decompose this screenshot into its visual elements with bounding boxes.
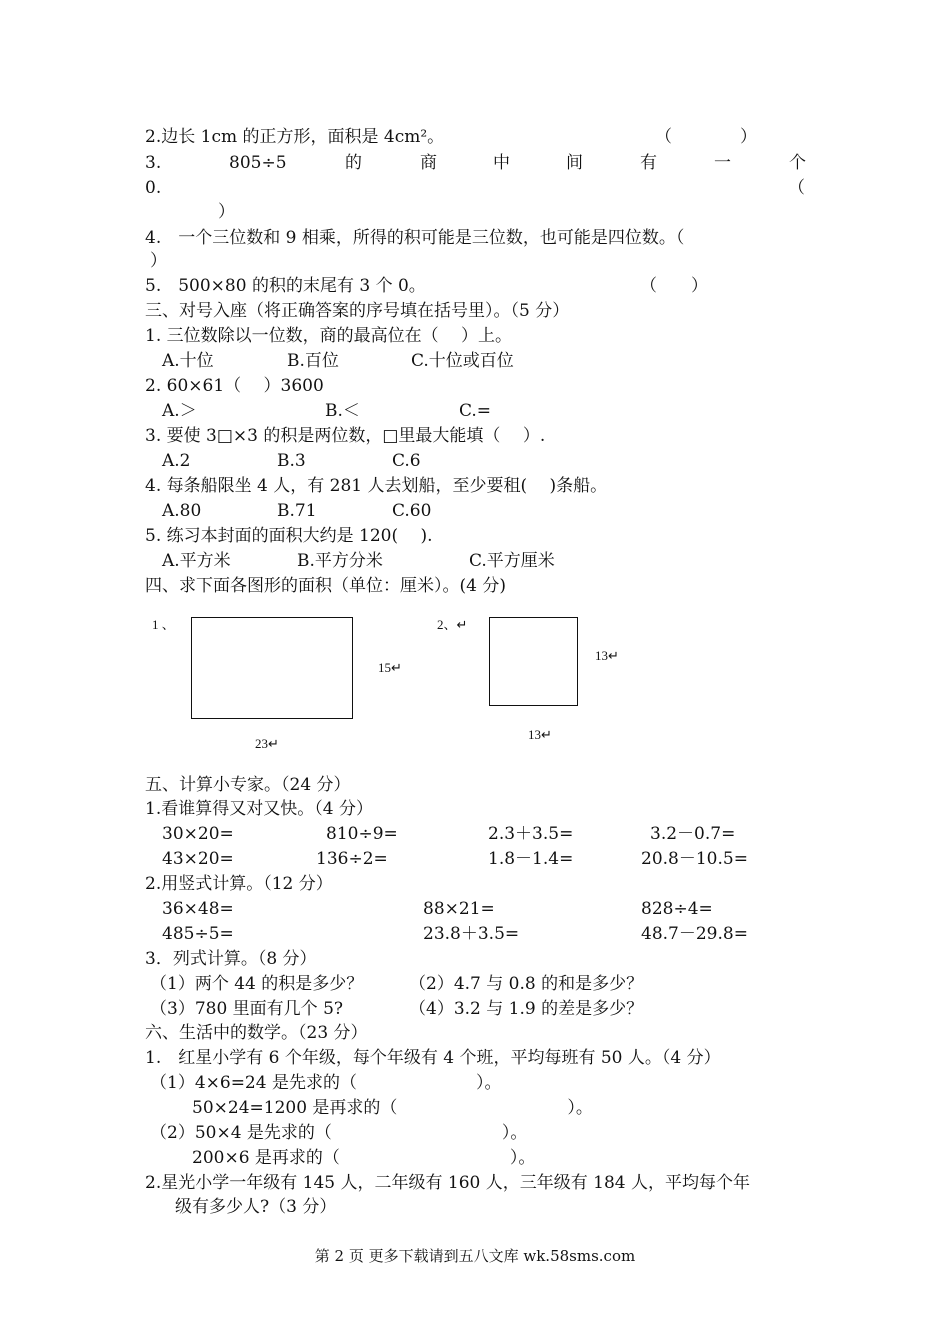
judge-q3-part: 个 [789, 153, 806, 173]
judge-q3-part: 中 [493, 153, 510, 173]
s6-q2-line1: 2.星光小学一年级有 145 人，二年级有 160 人，三年级有 184 人，平均每个年 [145, 1173, 750, 1193]
s6-q1-line3: （2）50×4 是先求的（ ）。 [150, 1123, 528, 1143]
judge-q3-part: 的 [345, 153, 362, 173]
judge-q4-close[interactable]: ） [150, 251, 167, 271]
oral-calc-item[interactable]: 810÷9= [326, 824, 398, 844]
judge-q2: 2.边长 1cm 的正方形，面积是 4cm²。 [145, 127, 445, 147]
judge-q3-paren-open[interactable]: （ [788, 178, 805, 198]
s6-q1-line4: 200×6 是再求的（ ）。 [192, 1148, 536, 1168]
s3-q4-option-c[interactable]: C.60 [392, 501, 432, 521]
judge-q5: 5. 500×80 的积的末尾有 3 个 0。 [145, 276, 426, 296]
oral-calc-item[interactable]: 30×20= [162, 824, 234, 844]
section3-title: 三、对号入座（将正确答案的序号填在括号里）。（5 分） [145, 301, 570, 321]
vertical-calc-item[interactable]: 48.7－29.8= [641, 924, 748, 944]
vertical-calc-item[interactable]: 23.8＋3.5= [423, 924, 520, 944]
vertical-calc-item[interactable]: 828÷4= [641, 899, 713, 919]
s3-q5-option-b[interactable]: B.平方分米 [297, 551, 383, 571]
vertical-calc-item[interactable]: 485÷5= [162, 924, 234, 944]
s6-q1-line2: 50×24=1200 是再求的（ ）。 [192, 1098, 593, 1118]
section6-title: 六、生活中的数学。（23 分） [145, 1023, 368, 1043]
oral-calc-item[interactable]: 20.8－10.5= [641, 849, 748, 869]
s3-q4-option-a[interactable]: A.80 [162, 501, 202, 521]
oral-calc-item[interactable]: 136÷2= [316, 849, 388, 869]
expression-calc-item: （1）两个 44 的积是多少？ [150, 974, 364, 994]
oral-calc-item[interactable]: 3.2－0.7= [650, 824, 736, 844]
s3-q2-option-b[interactable]: B.＜ [325, 401, 360, 421]
judge-q3-part: 一 [714, 153, 731, 173]
judge-q3-part: 间 [566, 153, 583, 173]
s3-q2-option-a[interactable]: A.＞ [162, 401, 197, 421]
s3-q4: 4. 每条船限坐 4 人，有 281 人去划船，至少要租( )条船。 [145, 476, 608, 496]
s3-q5: 5. 练习本封面的面积大约是 120( ). [145, 526, 433, 546]
s3-q3-option-a[interactable]: A.2 [162, 451, 191, 471]
s3-q2-option-c[interactable]: C.= [459, 401, 492, 421]
judge-q2-paren[interactable]: （ ） [655, 127, 757, 147]
section5-title: 五、计算小专家。（24 分） [145, 775, 351, 795]
oral-calc-item[interactable]: 1.8－1.4= [488, 849, 574, 869]
vertical-calc-item[interactable]: 88×21= [423, 899, 495, 919]
expression-calc-item: （3）780 里面有几个 5? [150, 999, 344, 1019]
figure2-label: 2、↵ [437, 617, 468, 632]
s3-q5-option-c[interactable]: C.平方厘米 [469, 551, 555, 571]
section4-title: 四、求下面各图形的面积（单位：厘米）。(4 分) [145, 576, 506, 596]
judge-q5-paren[interactable]: （ ） [640, 276, 708, 296]
figure1-width-label: 23↵ [255, 736, 279, 751]
s3-q3-option-b[interactable]: B.3 [277, 451, 306, 471]
vertical-calc-item[interactable]: 36×48= [162, 899, 234, 919]
s3-q5-option-a[interactable]: A.平方米 [162, 551, 231, 571]
oral-calc-item[interactable]: 43×20= [162, 849, 234, 869]
figure1-label: 1 、 [152, 617, 175, 632]
judge-q3-part: 有 [640, 153, 657, 173]
rectangle-figure [191, 617, 353, 719]
s3-q4-option-b[interactable]: B.71 [277, 501, 317, 521]
judge-q3-paren-close[interactable]: ） [218, 202, 235, 222]
expression-calc-item: （4）3.2 与 1.9 的差是多少？ [409, 999, 644, 1019]
figure2-width-label: 13↵ [528, 727, 552, 742]
s3-q1-option-a[interactable]: A.十位 [162, 351, 214, 371]
s3-q3-option-c[interactable]: C.6 [392, 451, 421, 471]
s3-q2: 2. 60×61（ ）3600 [145, 376, 324, 396]
s6-q1: 1. 红星小学有 6 个年级，每个年级有 4 个班，平均每班有 50 人。（4 分） [145, 1048, 721, 1068]
judge-q3-line2: 0. [145, 178, 162, 198]
s3-q1-option-b[interactable]: B.百位 [287, 351, 339, 371]
judge-q4: 4. 一个三位数和 9 相乘，所得的积可能是三位数，也可能是四位数。（ [145, 228, 685, 248]
s3-q1: 1. 三位数除以一位数，商的最高位在（ ）上。 [145, 326, 513, 346]
judge-q3-part: 3. [145, 153, 162, 173]
s3-q3: 3. 要使 3□×3 的积是两位数，□里最大能填（ ）. [145, 426, 546, 446]
expression-calc-item: （2）4.7 与 0.8 的和是多少？ [409, 974, 644, 994]
s3-q1-option-c[interactable]: C.十位或百位 [411, 351, 514, 371]
figure1-height-label: 15↵ [378, 660, 402, 675]
judge-q3-part: 805÷5 [229, 153, 287, 173]
page-footer: 第 2 页 更多下载请到五八文库 wk.58sms.com [314, 1247, 636, 1265]
s6-q1-line1: （1）4×6=24 是先求的（ ）。 [150, 1073, 502, 1093]
judge-q3-part: 商 [420, 153, 437, 173]
square-figure [489, 617, 578, 706]
s6-q2-line2: 级有多少人?（3 分） [175, 1197, 337, 1217]
expression-calc-title: 3．列式计算。（8 分） [145, 949, 317, 969]
figure2-height-label: 13↵ [595, 648, 619, 663]
vertical-calc-title: 2.用竖式计算。（12 分） [145, 874, 333, 894]
oral-calc-item[interactable]: 2.3＋3.5= [488, 824, 574, 844]
oral-calc-title: 1.看谁算得又对又快。（4 分） [145, 799, 373, 819]
